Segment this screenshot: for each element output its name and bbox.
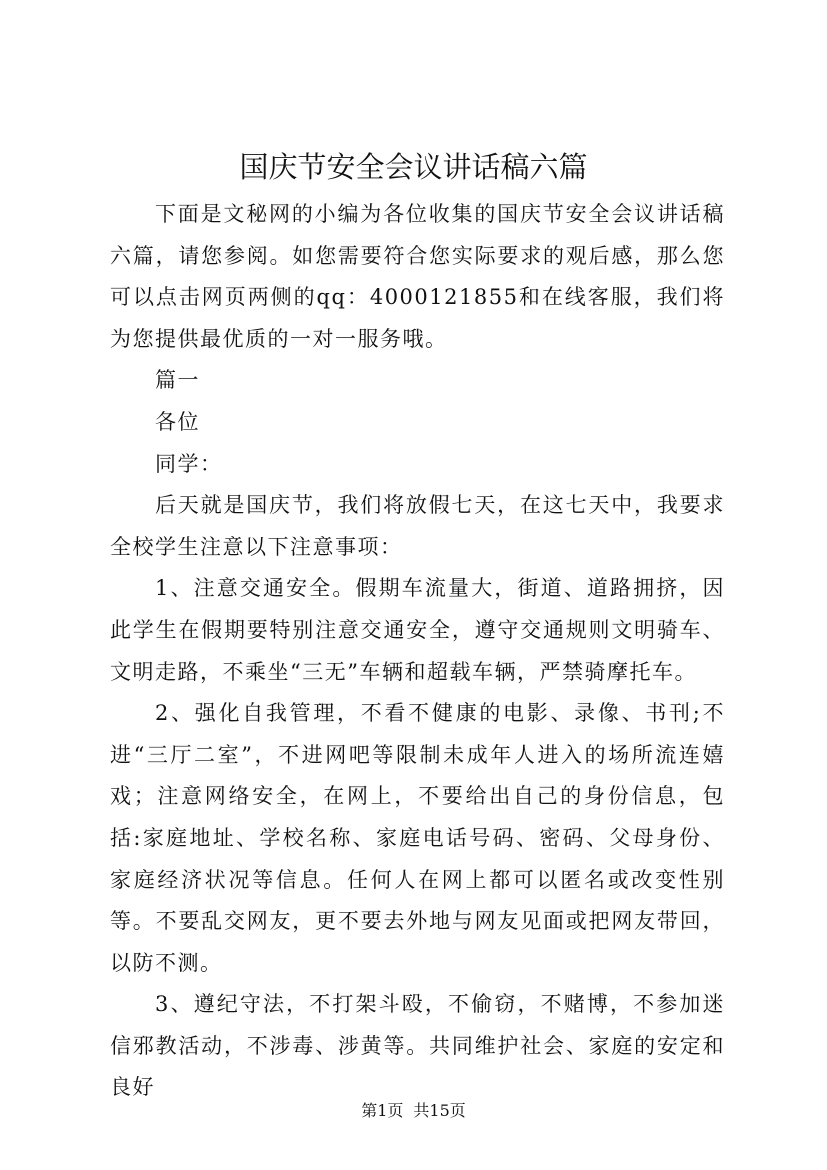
- page-number: 第1页: [361, 1101, 404, 1120]
- body-paragraph: 2、强化自我管理，不看不健康的电影、录像、书刊;不进“三厅二室”，不进网吧等限制未成年人进入的场所流连嬉戏；注意网络安全，在网上，不要给出自己的身份信息，包括:家庭地址、学校名称、家庭电话号码、密码、父母身份、家庭经济状况等信息。任何人在网上都可以匿名或改变性别等。不要乱交网友，更不要去外地与网友见面或把网友带回，以防不测。: [110, 701, 725, 975]
- body-paragraph: 1、注意交通安全。假期车流量大，街道、道路拥挤，因此学生在假期要特别注意交通安全，遵守交通规则文明骑车、文明走路，不乘坐“三无”车辆和超载车辆，严禁骑摩托车。: [110, 576, 725, 684]
- body-paragraph: 3、遵纪守法，不打架斗殴，不偷窃，不赌博，不参加迷信邪教活动，不涉毒、涉黄等。共同维护社会、家庭的安定和良好: [110, 992, 725, 1100]
- section-heading: 篇一: [155, 368, 200, 393]
- intro-paragraph: 下面是文秘网的小编为各位收集的国庆节安全会议讲话稿六篇，请您参阅。如您需要符合您实际要求的观后感，那么您可以点击网页两侧的qq：4000121855和在线客服，我们将为您提供最优质的一对一服务哦。: [110, 202, 725, 351]
- document-body: [110, 194, 725, 1109]
- page-total: 共15页: [413, 1101, 466, 1120]
- page-footer: [0, 1100, 827, 1122]
- salutation-line-2: 同学：: [155, 451, 223, 476]
- document-title: 国庆节安全会议讲话稿六篇: [239, 150, 588, 184]
- salutation-line-1: 各位: [155, 409, 200, 434]
- body-paragraph: 后天就是国庆节，我们将放假七天，在这七天中，我要求全校学生注意以下注意事项：: [110, 493, 725, 559]
